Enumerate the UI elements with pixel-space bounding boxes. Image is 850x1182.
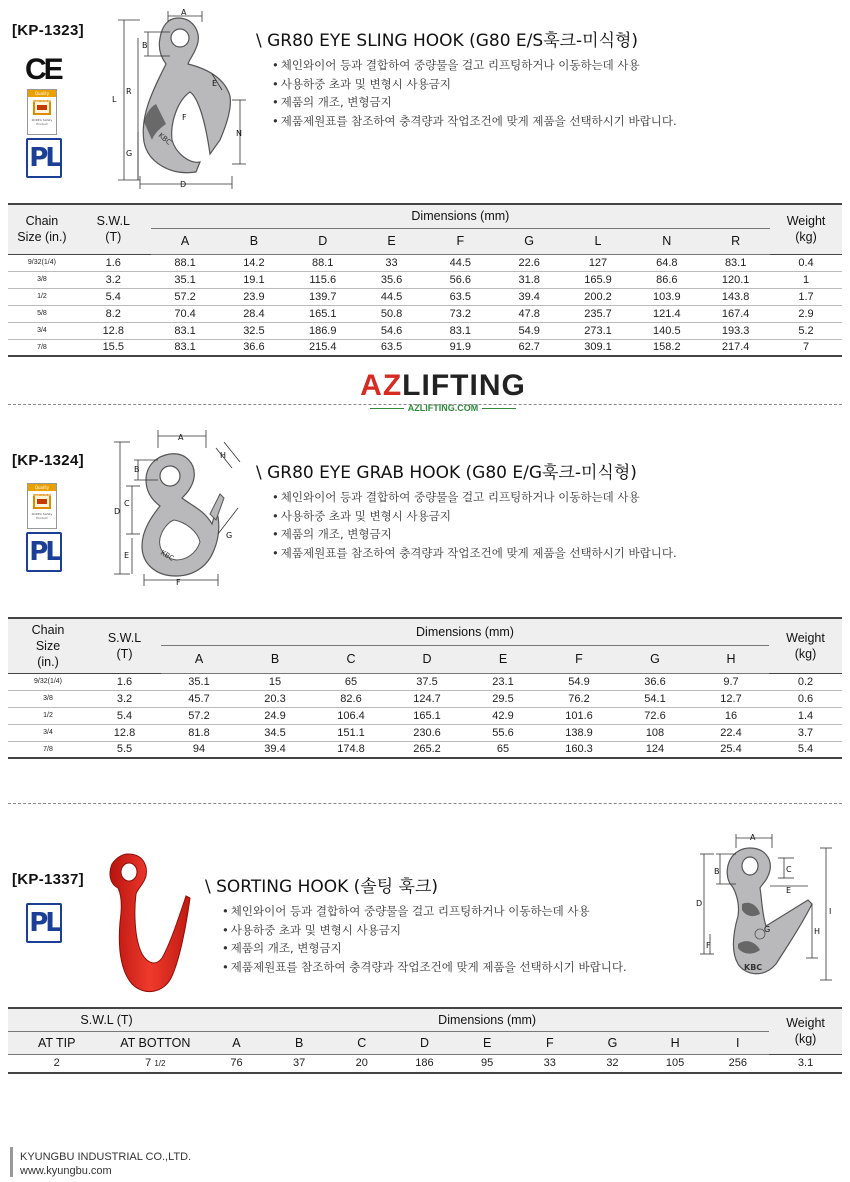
col-weight-unit: (kg) xyxy=(795,230,817,245)
dim-b: B xyxy=(134,465,140,474)
dim-d: D xyxy=(180,180,187,189)
table-cell: 54.1 xyxy=(617,690,693,707)
table-row xyxy=(8,271,842,288)
table-cell: 83.1 xyxy=(151,322,220,339)
bullet-item: • 사용하중 초과 및 변형시 사용금지 xyxy=(272,75,677,94)
table-cell: 3/4 xyxy=(8,724,88,741)
col-at-bottom: AT BOTTON xyxy=(105,1031,205,1054)
col-weight: Weight xyxy=(786,214,826,229)
table-cell: 273.1 xyxy=(564,322,633,339)
logo-part-az: AZ xyxy=(360,369,403,402)
col-chain: Chain xyxy=(25,214,59,229)
table-cell: 56.6 xyxy=(426,271,495,288)
table-cell: 91.9 xyxy=(449,341,472,354)
dim-c: C xyxy=(786,865,792,874)
table-cell: 28.4 xyxy=(220,305,289,322)
product-title-1324: \ GR80 EYE GRAB HOOK (G80 E/G훅크-미식형) xyxy=(256,463,637,483)
table-cell: 1/2 xyxy=(8,707,88,724)
table-cell: 50.8 xyxy=(357,305,426,322)
table-cell: 139.7 xyxy=(288,288,357,305)
table-cell: 138.9 xyxy=(541,724,617,741)
col-dim: C xyxy=(313,645,389,673)
table-row xyxy=(8,322,842,339)
table-cell: 70.4 xyxy=(151,305,220,322)
table-cell: 165.1 xyxy=(389,707,465,724)
table-cell: 63.5 xyxy=(426,288,495,305)
table-cell: 124 xyxy=(645,743,665,756)
col-dim: I xyxy=(706,1031,769,1054)
table-cell: 39.4 xyxy=(495,288,564,305)
table-cell: 1.6 xyxy=(88,673,161,690)
table-cell: 5.5 xyxy=(116,743,133,756)
table-cell: 309.1 xyxy=(584,341,612,354)
table-cell: 9.7 xyxy=(693,673,769,690)
table-cell: 36.6 xyxy=(617,673,693,690)
col-weight: Weight xyxy=(786,1016,825,1031)
table-cell: 95 xyxy=(481,1057,494,1070)
section-divider xyxy=(8,803,842,804)
table-cell: 215.4 xyxy=(308,341,337,354)
col-at-tip: AT TIP xyxy=(8,1031,105,1054)
table-cell: 200.2 xyxy=(564,288,633,305)
table-cell: 3/4 xyxy=(8,322,76,339)
table-cell: 7/8 xyxy=(37,343,47,351)
col-dim: B xyxy=(237,645,313,673)
at-bottom-int: 7 xyxy=(145,1057,152,1070)
table-cell: 12.7 xyxy=(693,690,769,707)
table-row xyxy=(8,724,842,741)
col-dim: H xyxy=(693,645,769,673)
table-cell: 217.4 xyxy=(721,341,750,354)
dim-g: G xyxy=(226,531,233,540)
col-dimensions: Dimensions (mm) xyxy=(411,209,510,224)
bullet-item: • 체인와이어 등과 결합하여 중량물을 걸고 리프팅하거나 이동하는데 사용 xyxy=(222,902,627,921)
dim-h: H xyxy=(814,927,821,936)
dim-a: A xyxy=(181,8,187,17)
bullet-item: • 사용하중 초과 및 변형시 사용금지 xyxy=(222,921,627,940)
table-cell: 115.6 xyxy=(288,271,357,288)
dim-d: D xyxy=(696,899,703,908)
table-cell: 1.7 xyxy=(770,288,842,305)
dim-i: I xyxy=(829,907,832,916)
table-cell: 7/8 xyxy=(43,745,53,753)
dim-b: B xyxy=(714,867,720,876)
table-cell: 57.2 xyxy=(151,288,220,305)
footer-url: www.kyungbu.com xyxy=(20,1165,112,1177)
table-row xyxy=(8,673,842,690)
table-cell: 12.8 xyxy=(76,322,151,339)
table-row xyxy=(8,288,842,305)
spec-table-1337 xyxy=(8,1007,842,1074)
product-code-1337: [KP-1337] xyxy=(12,871,84,888)
table-cell: 23.9 xyxy=(220,288,289,305)
table-cell: 55.6 xyxy=(465,724,541,741)
dim-g: G xyxy=(764,925,771,934)
table-cell: 3.7 xyxy=(769,724,842,741)
at-bottom-frac: 1/2 xyxy=(154,1059,166,1069)
col-dim: C xyxy=(330,1031,393,1054)
table-cell: 235.7 xyxy=(564,305,633,322)
table-cell: 35.1 xyxy=(161,673,237,690)
table-cell: 31.8 xyxy=(495,271,564,288)
bullet-item: • 제품의 개조, 변형금지 xyxy=(272,93,677,112)
col-weight-unit: (kg) xyxy=(794,646,817,661)
table-row xyxy=(8,707,842,724)
col-dim: F xyxy=(426,228,495,254)
ce-mark-icon: CE xyxy=(25,53,61,86)
dim-n: N xyxy=(236,129,242,138)
col-dim: E xyxy=(357,228,426,254)
table-cell: 1.4 xyxy=(769,707,842,724)
table-cell: 2.9 xyxy=(770,305,842,322)
col-dim: H xyxy=(644,1031,707,1054)
table-cell: 32 xyxy=(606,1057,619,1070)
col-swl: S.W.L (T) xyxy=(80,1012,133,1027)
product-title-1337: \ SORTING HOOK (솔팅 훅크) xyxy=(205,877,439,897)
table-cell: 65 xyxy=(313,673,389,690)
product-title-1323: \ GR80 EYE SLING HOOK (G80 E/S훅크-미식형) xyxy=(256,31,639,51)
table-cell: 83.1 xyxy=(174,341,196,354)
pl-mark-icon: PL xyxy=(26,903,62,943)
col-chain-unit: Size (in.) xyxy=(17,230,67,245)
table-cell: 8.2 xyxy=(76,305,151,322)
table-cell: 1 xyxy=(770,271,842,288)
table-cell: 186 xyxy=(415,1057,434,1070)
product-bullets-1337 xyxy=(222,902,627,976)
table-cell: 1/2 xyxy=(8,288,76,305)
table-cell: 5.2 xyxy=(770,322,842,339)
col-dim: A xyxy=(205,1031,268,1054)
table-cell: 9/32(1/4) xyxy=(8,254,76,271)
table-cell: 3/8 xyxy=(8,690,88,707)
table-cell: 3.1 xyxy=(797,1057,814,1070)
col-dim: G xyxy=(495,228,564,254)
bullet-item: • 제품제원표를 참조하여 충격량과 작업조건에 맞게 제품을 선택하시기 바랍니다. xyxy=(222,958,627,977)
table-cell: 33 xyxy=(543,1057,556,1070)
col-dim: D xyxy=(389,645,465,673)
pl-mark-icon: PL xyxy=(26,532,62,572)
svg-text:KBC: KBC xyxy=(159,548,176,563)
col-dim: B xyxy=(268,1031,331,1054)
table-cell: 35.1 xyxy=(151,271,220,288)
table-cell: 54.9 xyxy=(541,673,617,690)
table-cell: 127 xyxy=(564,254,633,271)
table-cell: 54.9 xyxy=(495,322,564,339)
table-row xyxy=(8,305,842,322)
table-cell: 1.6 xyxy=(76,254,151,271)
table-cell: 193.3 xyxy=(701,322,770,339)
dim-f: F xyxy=(176,578,181,587)
dim-f: F xyxy=(182,113,187,122)
table-cell: 63.5 xyxy=(380,341,403,354)
footer xyxy=(20,1150,191,1178)
table-cell: 2 xyxy=(53,1057,60,1070)
table-cell: 42.9 xyxy=(465,707,541,724)
col-dim: F xyxy=(541,645,617,673)
table-cell: 73.2 xyxy=(426,305,495,322)
logo-url: AZLIFTING.COM xyxy=(407,403,479,413)
col-dim: R xyxy=(701,228,770,254)
col-dim: D xyxy=(393,1031,456,1054)
col-dim: B xyxy=(220,228,289,254)
table-cell: 158.2 xyxy=(653,341,681,354)
table-cell: 72.6 xyxy=(617,707,693,724)
bullet-item: • 제품제원표를 참조하여 충격량과 작업조건에 맞게 제품을 선택하시기 바랍니다. xyxy=(272,112,677,131)
logo-part-lifting: LIFTING xyxy=(402,369,526,402)
col-dim: A xyxy=(151,228,220,254)
table-cell: 5.4 xyxy=(797,743,814,756)
table-cell: 32.5 xyxy=(220,322,289,339)
table-cell: 160.3 xyxy=(565,743,593,756)
table-cell: 106.4 xyxy=(313,707,389,724)
table-cell: 76 xyxy=(230,1057,243,1070)
dim-d: D xyxy=(114,507,121,516)
table-row xyxy=(8,690,842,707)
table-cell: 37.5 xyxy=(389,673,465,690)
col-dim: E xyxy=(465,645,541,673)
col-dim: L xyxy=(564,228,633,254)
table-cell: 0.6 xyxy=(769,690,842,707)
footer-accent-bar xyxy=(10,1147,13,1177)
table-cell: 121.4 xyxy=(632,305,701,322)
table-cell: 82.6 xyxy=(313,690,389,707)
table-cell: 39.4 xyxy=(264,743,286,756)
eye-grab-hook-diagram xyxy=(100,424,260,589)
product-bullets-1323 xyxy=(272,56,677,130)
dim-e: E xyxy=(786,886,792,895)
table-cell: 0.4 xyxy=(770,254,842,271)
table-cell: 44.5 xyxy=(357,288,426,305)
table-row xyxy=(8,339,842,356)
col-dim: F xyxy=(518,1031,581,1054)
table-cell: 151.1 xyxy=(313,724,389,741)
bullet-item: • 체인와이어 등과 결합하여 중량물을 걸고 리프팅하거나 이동하는데 사용 xyxy=(272,56,677,75)
table-cell: 23.1 xyxy=(465,673,541,690)
product-code-1324: [KP-1324] xyxy=(12,452,84,469)
table-cell: 83.1 xyxy=(701,254,770,271)
col-swl-unit: (T) xyxy=(116,646,133,661)
table-cell: 3/8 xyxy=(8,271,76,288)
table-cell: 37 xyxy=(293,1057,306,1070)
dim-c: C xyxy=(124,499,130,508)
dim-e: E xyxy=(212,79,218,88)
dim-e: E xyxy=(124,551,130,560)
table-cell: 165.9 xyxy=(564,271,633,288)
bullet-item: • 체인와이어 등과 결합하여 중량물을 걸고 리프팅하거나 이동하는데 사용 xyxy=(272,488,677,507)
sorting-hook-diagram xyxy=(690,830,840,990)
dim-a: A xyxy=(178,433,184,442)
table-cell: 186.9 xyxy=(288,322,357,339)
section-divider xyxy=(8,404,842,405)
table-cell: 35.6 xyxy=(357,271,426,288)
kbc-engraving: KBC xyxy=(744,963,763,972)
table-cell: 5.4 xyxy=(88,707,161,724)
quality-guarantee-icon: Quality Guarantee KOREA Safety Product xyxy=(27,483,57,529)
table-cell: 33 xyxy=(357,254,426,271)
bullet-item: • 제품의 개조, 변형금지 xyxy=(272,525,677,544)
dim-f: F xyxy=(706,941,711,950)
table-cell: 103.9 xyxy=(632,288,701,305)
table-cell: 20.3 xyxy=(237,690,313,707)
col-dim: D xyxy=(288,228,357,254)
table-row xyxy=(8,741,842,758)
azlifting-logo xyxy=(343,370,543,415)
table-cell: 5/8 xyxy=(8,305,76,322)
col-weight-unit: (kg) xyxy=(794,1032,817,1047)
table-cell: 265.2 xyxy=(413,743,441,756)
dim-b: B xyxy=(142,41,148,50)
table-cell: 47.8 xyxy=(495,305,564,322)
table-cell: 101.6 xyxy=(541,707,617,724)
product-code-1323: [KP-1323] xyxy=(12,22,84,39)
table-cell: 44.5 xyxy=(426,254,495,271)
table-cell: 86.6 xyxy=(632,271,701,288)
col-dim: G xyxy=(581,1031,644,1054)
table-cell: 88.1 xyxy=(151,254,220,271)
col-dimensions: Dimensions (mm) xyxy=(416,624,514,639)
table-cell: 124.7 xyxy=(389,690,465,707)
table-cell: 81.8 xyxy=(161,724,237,741)
table-cell: 120.1 xyxy=(701,271,770,288)
table-cell: 105 xyxy=(665,1057,685,1070)
table-cell: 9/32(1/4) xyxy=(8,673,88,690)
col-dim: E xyxy=(456,1031,519,1054)
col-dimensions: Dimensions (mm) xyxy=(438,1012,537,1027)
bullet-item: • 제품의 개조, 변형금지 xyxy=(222,939,627,958)
table-cell: 3.2 xyxy=(76,271,151,288)
table-cell: 20 xyxy=(355,1057,368,1070)
table-cell: 16 xyxy=(693,707,769,724)
table-row xyxy=(8,1054,842,1073)
kbc-engraving: KBC xyxy=(156,131,173,147)
pl-mark-icon: PL xyxy=(26,138,62,178)
table-cell: 230.6 xyxy=(389,724,465,741)
table-cell: 143.8 xyxy=(701,288,770,305)
col-swl: S.W.L xyxy=(96,214,130,229)
table-cell: 57.2 xyxy=(161,707,237,724)
table-cell: 19.1 xyxy=(220,271,289,288)
col-chain-unit: (in.) xyxy=(37,654,59,669)
table-cell: 0.2 xyxy=(769,673,842,690)
dim-a: A xyxy=(750,833,756,842)
dim-g: G xyxy=(126,149,133,158)
col-dim: G xyxy=(617,645,693,673)
spec-table-1323 xyxy=(8,203,842,357)
table-cell: 65 xyxy=(496,743,510,756)
table-cell: 36.6 xyxy=(243,341,265,354)
table-cell: 34.5 xyxy=(237,724,313,741)
table-cell: 108 xyxy=(617,724,693,741)
table-cell: 5.4 xyxy=(76,288,151,305)
spec-table-1324 xyxy=(8,617,842,759)
table-cell: 165.1 xyxy=(288,305,357,322)
table-cell: 94 xyxy=(192,743,206,756)
table-cell: 62.7 xyxy=(518,341,540,354)
table-cell: 22.4 xyxy=(693,724,769,741)
footer-company: KYUNGBU INDUSTRIAL CO.,LTD. xyxy=(20,1151,192,1163)
col-chain: Chain xyxy=(31,622,65,637)
col-swl-unit: (T) xyxy=(105,230,122,245)
table-cell: 25.4 xyxy=(720,743,742,756)
table-cell: 76.2 xyxy=(541,690,617,707)
table-cell: 12.8 xyxy=(88,724,161,741)
table-row xyxy=(8,254,842,271)
table-cell: 22.6 xyxy=(495,254,564,271)
dim-r: R xyxy=(126,87,132,96)
table-cell: 88.1 xyxy=(288,254,357,271)
product-bullets-1324 xyxy=(272,488,677,562)
table-cell: 140.5 xyxy=(632,322,701,339)
col-dim: N xyxy=(632,228,701,254)
col-dim: A xyxy=(161,645,237,673)
eye-sling-hook-diagram xyxy=(100,4,260,189)
table-cell: 83.1 xyxy=(426,322,495,339)
table-cell: 256 xyxy=(728,1057,747,1070)
sorting-hook-photo xyxy=(100,850,195,1000)
col-swl: S.W.L xyxy=(107,630,142,645)
table-cell: 24.9 xyxy=(237,707,313,724)
table-cell: 15.5 xyxy=(102,341,124,354)
bullet-item: • 사용하중 초과 및 변형시 사용금지 xyxy=(272,507,677,526)
table-cell: 54.6 xyxy=(357,322,426,339)
dim-h: H xyxy=(220,451,227,460)
table-cell: 14.2 xyxy=(220,254,289,271)
table-cell: 64.8 xyxy=(632,254,701,271)
table-cell: 174.8 xyxy=(337,743,365,756)
col-chain-size: Size xyxy=(35,638,61,653)
table-cell: 15 xyxy=(237,673,313,690)
table-cell: 167.4 xyxy=(701,305,770,322)
dim-l: L xyxy=(112,95,117,104)
bullet-item: • 제품제원표를 참조하여 충격량과 작업조건에 맞게 제품을 선택하시기 바랍니다. xyxy=(272,544,677,563)
table-cell: 3.2 xyxy=(88,690,161,707)
table-cell: 29.5 xyxy=(465,690,541,707)
quality-guarantee-icon: Quality Guarantee KOREA Safety Product xyxy=(27,89,57,135)
table-cell: 7 xyxy=(802,341,810,354)
col-weight: Weight xyxy=(786,630,825,645)
table-cell: 45.7 xyxy=(161,690,237,707)
